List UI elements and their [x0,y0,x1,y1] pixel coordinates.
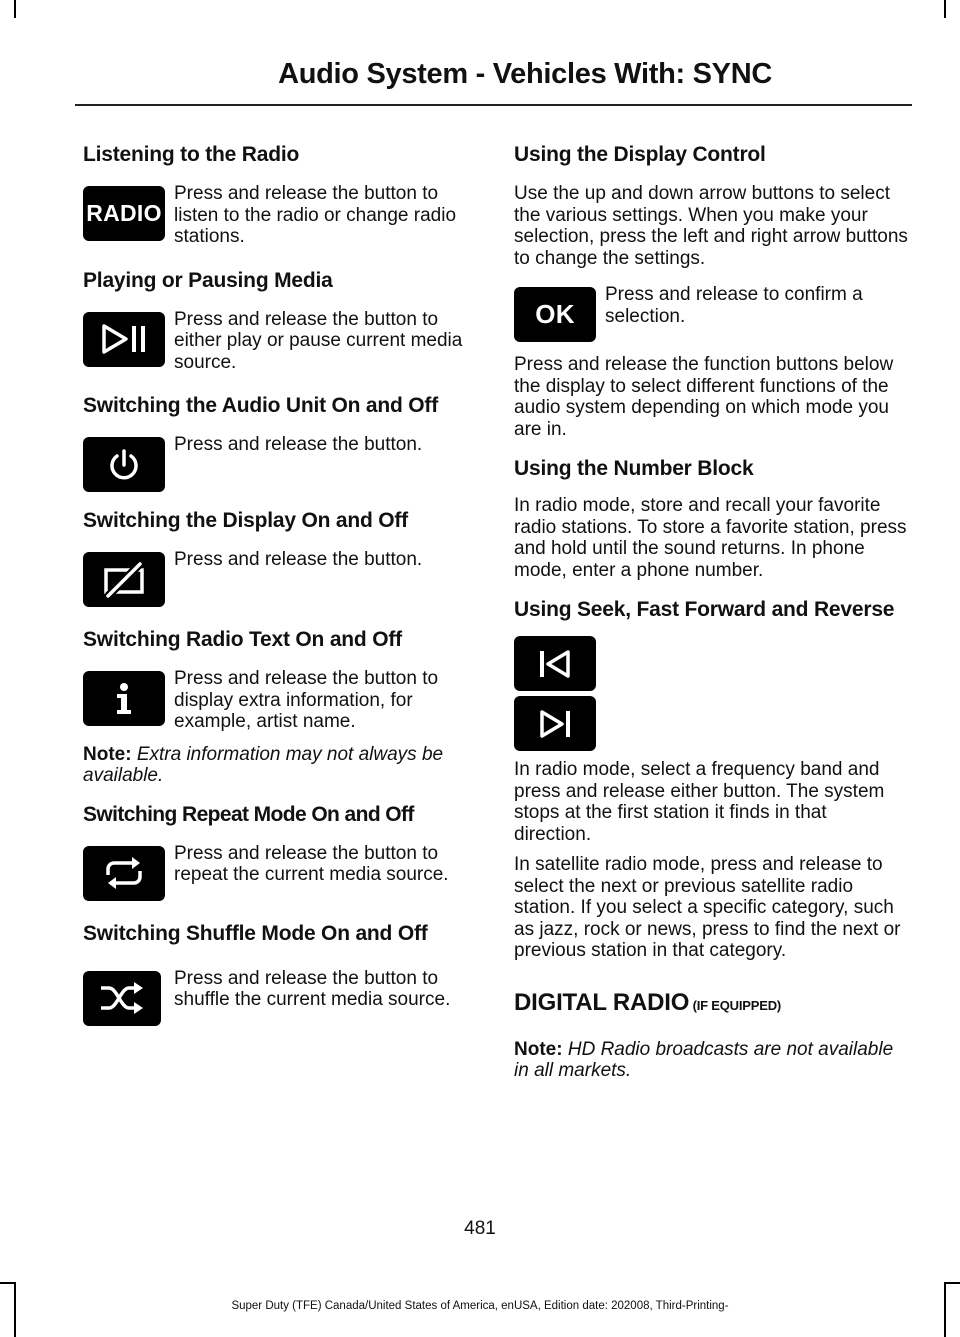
section-digital-radio [514,988,908,1082]
info-icon [112,682,136,716]
crop-mark-bottom-right-h [944,1282,960,1284]
section-power [83,395,475,492]
play-pause-button-image [83,312,165,367]
display-off-icon [102,562,146,598]
section-heading: Switching the Audio Unit On and Off [83,394,439,417]
radio-button-image [83,186,165,241]
section-heading: Switching Radio Text On and Off [83,628,402,651]
ok-button-image [514,287,596,342]
page-title: Audio System - Vehicles With: SYNC [278,58,772,90]
header-divider [75,104,912,106]
section-radio-text [83,629,475,787]
seek-forward-icon [538,709,572,739]
footer-edition-text: Super Duty (TFE) Canada/United States of America, enUSA, Edition date: 202008, Third-Printing- [231,1300,729,1312]
crop-mark-bottom-left-h [0,1282,16,1284]
section-heading: Switching Shuffle Mode On and Off [83,921,428,945]
play-pause-icon [101,323,147,355]
repeat-text: Press and release the button to repeat the current media source. [174,842,449,885]
play-pause-text: Press and release the button to either play or pause current media source. [174,308,463,373]
shuffle-text: Press and release the button to shuffle the current media source. [174,967,451,1010]
section-play-pause [83,270,475,374]
if-equipped-label: (IF EQUIPPED) [689,997,782,1013]
section-number-block [514,458,908,581]
radio-text-description: Press and release the button to display extra information, for example, artist name. [174,668,439,732]
section-display [83,510,475,607]
radio-text: Press and release the button to listen to the radio or change radio stations. [174,183,457,247]
note-text: Extra information may not always be available. [83,743,444,786]
note-text: HD Radio broadcasts are not available in all markets. [514,1038,894,1081]
info-button-image [83,671,165,726]
section-heading: Switching Repeat Mode On and Off [83,802,414,826]
display-button-image [83,552,165,607]
number-block-text: In radio mode, store and recall your favorite radio stations. To store a favorite station, press and hold until the sound returns. In phone mode, enter a phone number. [514,495,907,581]
digital-radio-heading [514,988,908,1017]
digital-radio-title: DIGITAL RADIO [514,988,690,1016]
section-shuffle [83,923,475,1026]
seek-back-button-image [514,636,596,691]
right-column [514,144,908,1082]
section-seek [514,599,908,962]
digital-radio-note [514,1039,908,1082]
seek-back-icon [538,649,572,679]
ok-button-label: OK [535,299,575,329]
radio-text-note [83,744,475,787]
section-radio [83,144,475,248]
section-repeat [83,804,475,901]
power-text: Press and release the button. [174,434,423,455]
note-label: Note: [514,1038,563,1060]
section-heading: Using the Display Control [514,143,766,166]
section-display-control [514,144,908,440]
shuffle-icon [99,981,145,1015]
power-icon [107,448,141,482]
page-number: 481 [464,1218,496,1239]
section-heading: Switching the Display On and Off [83,509,408,532]
repeat-icon [102,857,146,889]
note-label: Note: [83,743,132,765]
seek-satellite-text: In satellite radio mode, press and release to select the next or previous satellite radio station. If you select a specific category, such as jazz, rock or news, press to find the next or previous station in that category. [514,854,901,961]
left-column [83,144,475,1026]
repeat-button-image [83,846,165,901]
display-control-intro: Use the up and down arrow buttons to select the various settings. When you make your selection, press the left and right arrow buttons to change the settings. [514,183,908,269]
seek-forward-button-image [514,696,596,751]
section-heading: Playing or Pausing Media [83,268,333,292]
ok-text: Press and release to confirm a selection. [605,284,863,327]
shuffle-button-image [83,971,161,1026]
crop-mark-top-left [14,0,16,18]
section-heading: Listening to the Radio [83,143,300,166]
power-button-image [83,437,165,492]
section-heading: Using Seek, Fast Forward and Reverse [514,598,895,621]
radio-button-label: RADIO [86,200,162,226]
display-text: Press and release the button. [174,549,423,570]
seek-radio-text: In radio mode, select a frequency band and press and release either button. The system stops at the first station it finds in that direction. [514,759,885,845]
crop-mark-top-right [944,0,946,18]
section-heading: Using the Number Block [514,457,754,480]
function-buttons-text: Press and release the function buttons below the display to select different functions of the audio system depending on which mode you are in. [514,354,894,440]
